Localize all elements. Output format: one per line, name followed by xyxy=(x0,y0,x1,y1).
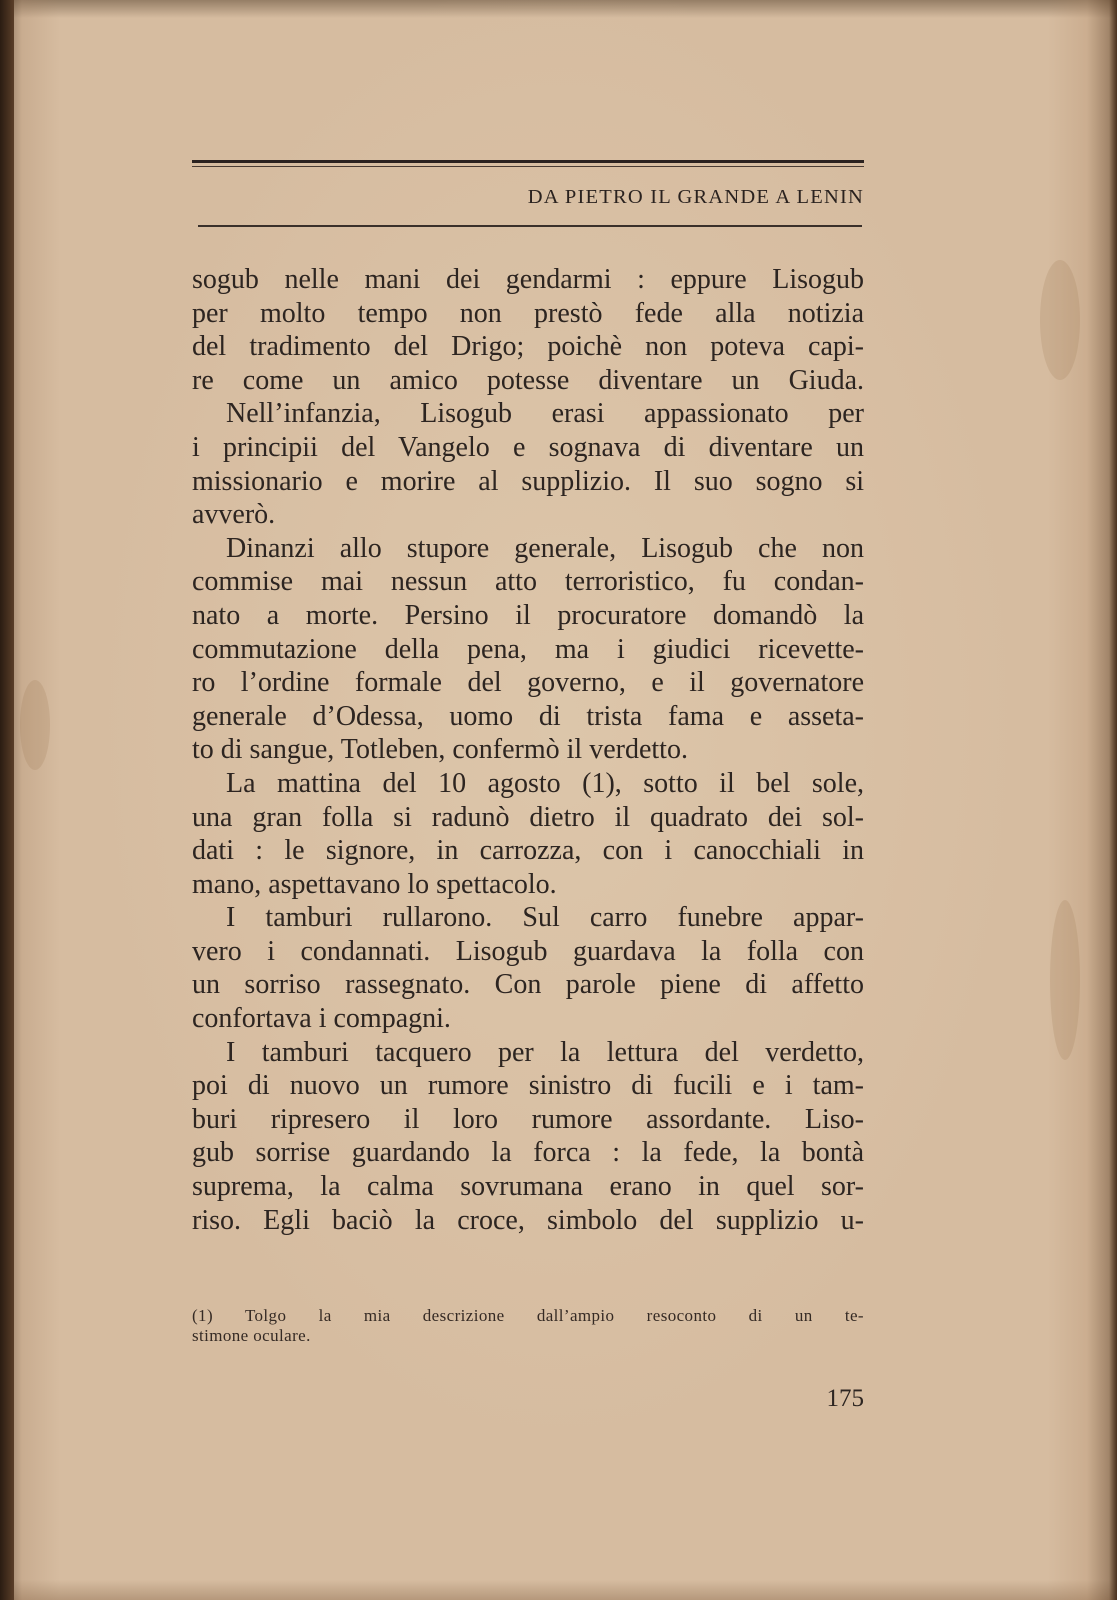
text-line: vero i condannati. Lisogub guardava la folla con xyxy=(192,935,864,967)
text-line: I tamburi tacquero per la lettura del verdetto, xyxy=(226,1036,864,1068)
text-line: poi di nuovo un rumore sinistro di fucili e i tam- xyxy=(192,1070,864,1102)
text-line: La mattina del 10 agosto (1), sotto il bel sole, xyxy=(226,767,864,799)
running-head-rule xyxy=(198,225,862,227)
page-number: 175 xyxy=(826,1385,864,1412)
text-line: un sorriso rassegnato. Con parole piene di affetto xyxy=(192,969,864,1001)
text-line: missionario e morire al supplizio. Il suo sogno si xyxy=(192,465,864,497)
text-line: i principii del Vangelo e sognava di diventare un xyxy=(192,431,864,463)
header-rule-thick xyxy=(192,160,864,163)
text-line: ro l’ordine formale del governo, e il governatore xyxy=(192,667,864,699)
text-line: mano, aspettavano lo spettacolo. xyxy=(192,868,557,900)
text-line: riso. Egli baciò la croce, simbolo del supplizio u- xyxy=(192,1204,864,1236)
paper-stain xyxy=(1040,260,1080,380)
footnote-line: (1) Tolgo la mia descrizione dall’ampio resoconto di un te- xyxy=(192,1306,864,1325)
text-line: to di sangue, Totleben, confermò il verdetto. xyxy=(192,734,688,766)
text-line: confortava i compagni. xyxy=(192,1003,451,1035)
paper-stain xyxy=(20,680,50,770)
text-line: del tradimento del Drigo; poichè non poteva capi- xyxy=(192,331,864,363)
text-line: dati : le signore, in carrozza, con i canocchiali in xyxy=(192,835,864,867)
footnote xyxy=(192,1306,864,1346)
text-line: buri ripresero il loro rumore assordante. Liso- xyxy=(192,1103,864,1135)
text-line: sogub nelle mani dei gendarmi : eppure Lisogub xyxy=(192,264,864,295)
text-line: re come un amico potesse diventare un Giuda. xyxy=(192,364,864,396)
text-line: per molto tempo non prestò fede alla notizia xyxy=(192,297,864,329)
paper-stain xyxy=(1050,900,1080,1060)
running-head: DA PIETRO IL GRANDE A LENIN xyxy=(527,186,864,208)
text-line: avverò. xyxy=(192,499,276,531)
footnote-line: stimone oculare. xyxy=(192,1326,311,1345)
text-line: commise mai nessun atto terroristico, fu condan- xyxy=(192,566,864,598)
header-rule-thin xyxy=(192,166,864,167)
text-line: commutazione della pena, ma i giudici ricevette- xyxy=(192,633,864,665)
page-edge xyxy=(1109,0,1117,1600)
text-line: una gran folla si radunò dietro il quadrato dei sol- xyxy=(192,801,864,833)
text-line: nato a morte. Persino il procuratore domandò la xyxy=(192,599,864,631)
text-line: generale d’Odessa, uomo di trista fama e asseta- xyxy=(192,700,864,732)
text-line: Dinanzi allo stupore generale, Lisogub che non xyxy=(226,532,864,564)
book-spine-edge xyxy=(0,0,14,1600)
text-line: I tamburi rullarono. Sul carro funebre appar- xyxy=(226,902,864,934)
body-text xyxy=(192,263,864,1237)
text-line: Nell’infanzia, Lisogub erasi appassionato per xyxy=(226,398,864,430)
text-line: gub sorrise guardando la forca : la fede, la bontà xyxy=(192,1137,864,1169)
text-line: suprema, la calma sovrumana erano in quel sor- xyxy=(192,1171,864,1203)
